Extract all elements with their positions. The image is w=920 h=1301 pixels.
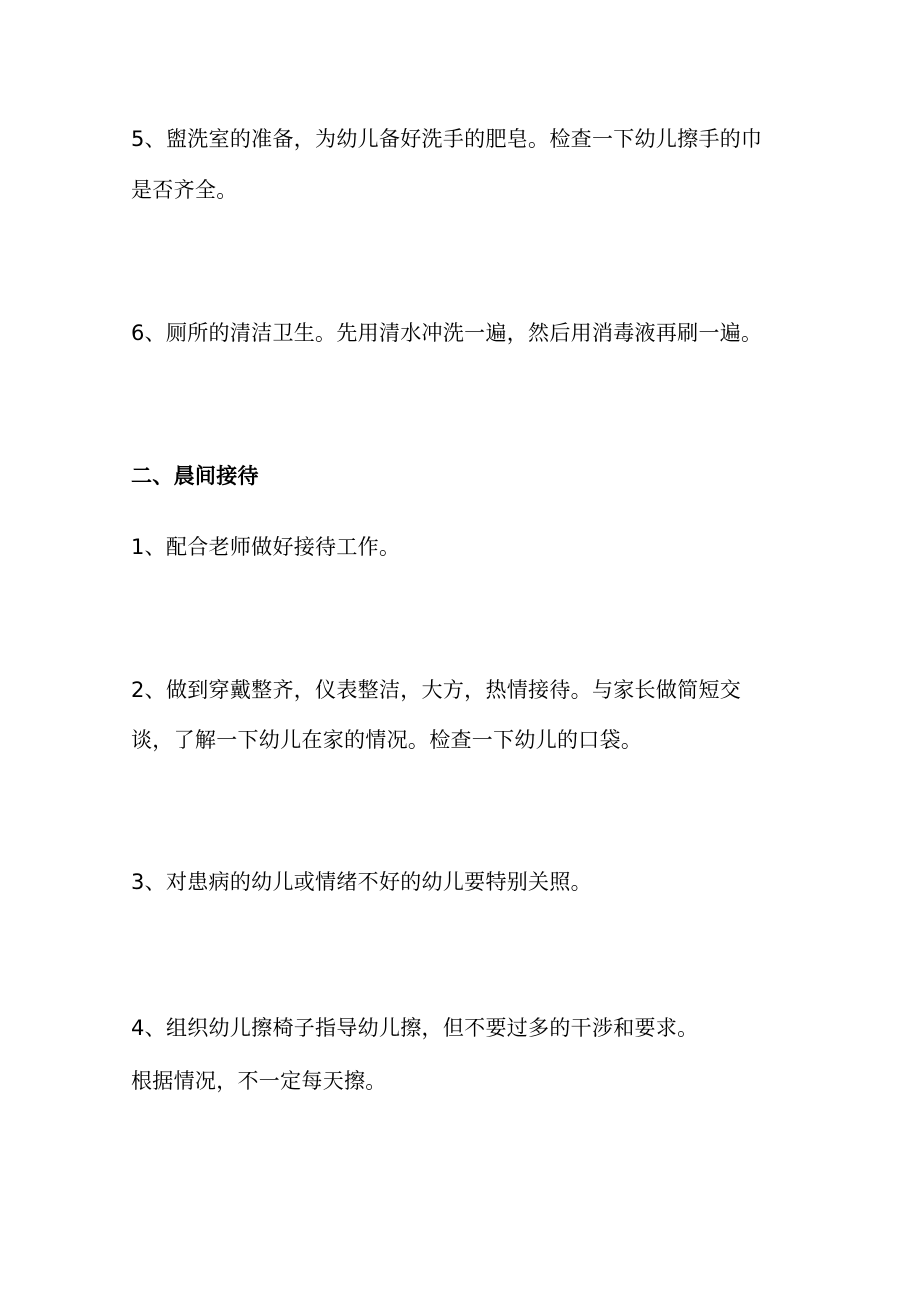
paragraph-item-5-line-1: 5、盥洗室的准备，为幼儿备好洗手的肥皂。检查一下幼儿擦手的巾 bbox=[131, 127, 763, 151]
paragraph-item-2-line-2: 谈，了解一下幼儿在家的情况。检查一下幼儿的口袋。 bbox=[131, 728, 643, 752]
paragraph-item-3-line-1: 3、对患病的幼儿或情绪不好的幼儿要特别关照。 bbox=[131, 870, 592, 894]
section-heading-morning-reception: 二、晨间接待 bbox=[131, 464, 259, 488]
paragraph-item-1-line-1: 1、配合老师做好接待工作。 bbox=[131, 535, 401, 559]
paragraph-item-4-line-1: 4、组织幼儿擦椅子指导幼儿擦，但不要过多的干涉和要求。 bbox=[131, 1016, 699, 1040]
paragraph-item-4-line-2: 根据情况，不一定每天擦。 bbox=[131, 1069, 387, 1093]
paragraph-item-2-line-1: 2、做到穿戴整齐，仪表整洁，大方，热情接待。与家长做简短交 bbox=[131, 678, 742, 702]
paragraph-item-6-line-1: 6、厕所的清洁卫生。先用清水冲洗一遍，然后用消毒液再刷一遍。 bbox=[131, 321, 763, 345]
paragraph-item-5-line-2: 是否齐全。 bbox=[131, 178, 238, 202]
